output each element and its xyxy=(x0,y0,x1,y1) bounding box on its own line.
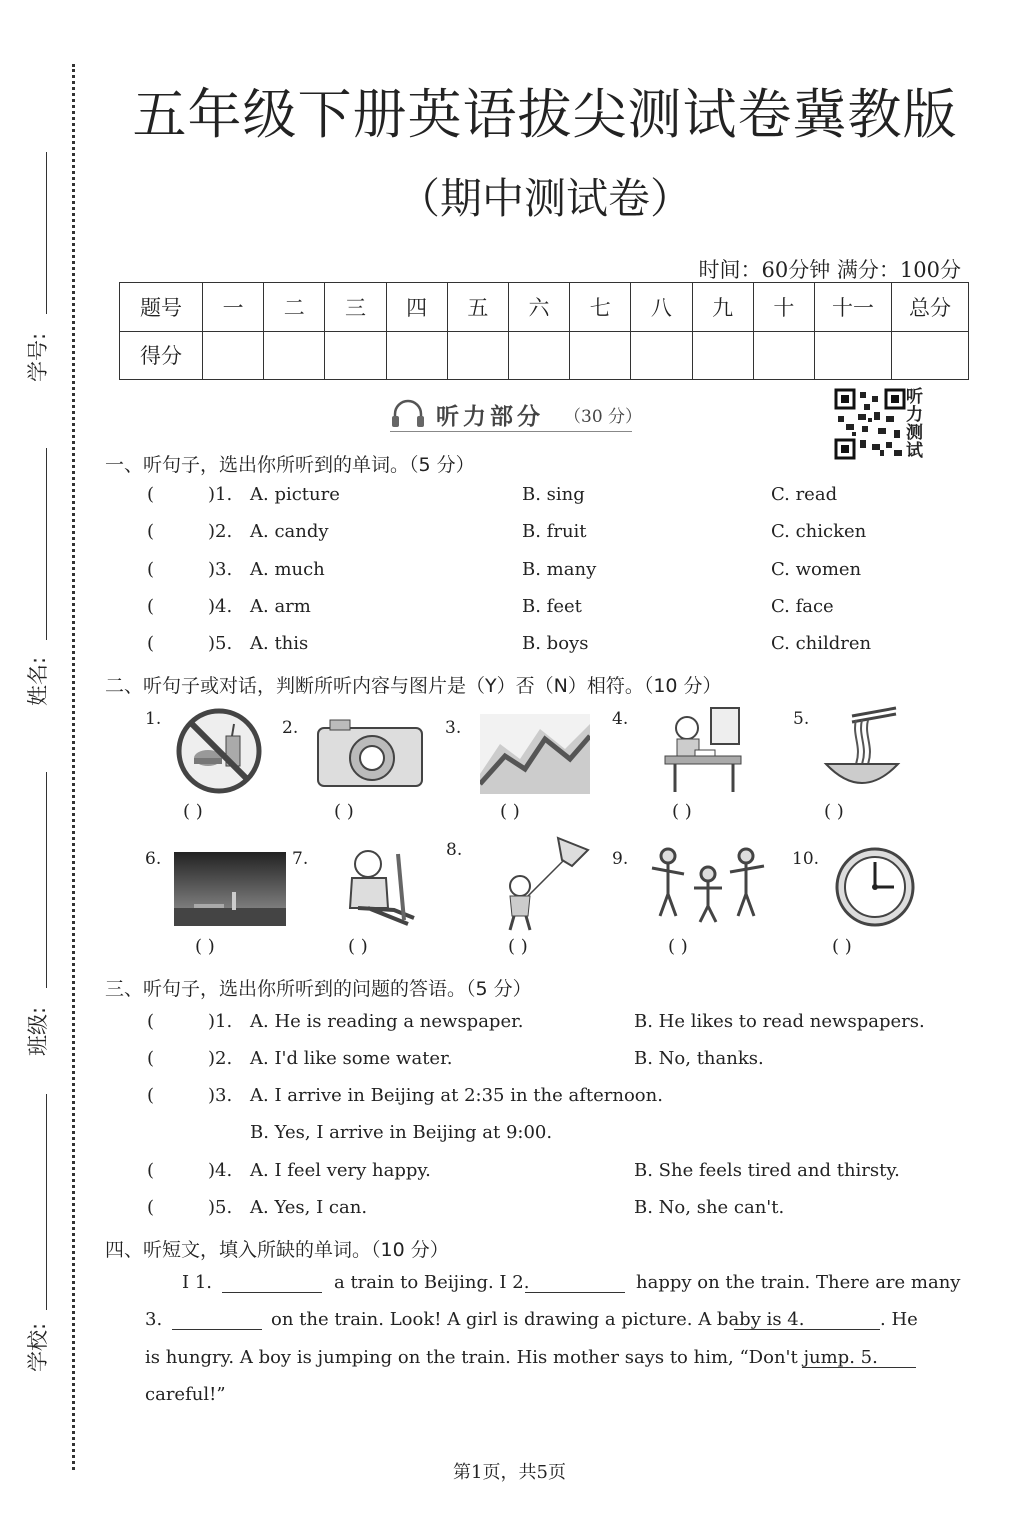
option-a: A. I arrive in Beijing at 2:35 in the afternoon. xyxy=(250,1085,663,1106)
listening-section-points: （30 分） xyxy=(564,407,643,427)
answer-paren[interactable]: ( ) xyxy=(183,801,203,822)
answer-paren[interactable]: ( xyxy=(147,559,155,580)
page-subtitle: （期中测试卷） xyxy=(397,174,692,223)
option-b: B. She feels tired and thirsty. xyxy=(634,1160,900,1181)
part1-heading: 一、听句子，选出你所听到的单词。（5 分） xyxy=(105,454,475,476)
answer-paren[interactable]: ( xyxy=(147,1160,155,1181)
question-number: )5. xyxy=(208,1197,233,1218)
score-cell[interactable] xyxy=(631,331,692,380)
blank-1[interactable] xyxy=(222,1292,322,1293)
score-cell[interactable] xyxy=(203,331,264,380)
great-wall-icon xyxy=(480,714,590,794)
class-line xyxy=(46,772,47,988)
score-cell[interactable] xyxy=(570,331,631,380)
score-header-cell: 五 xyxy=(447,283,508,332)
option-c: C. face xyxy=(771,596,834,617)
picture-number: 7. xyxy=(292,849,309,869)
answer-paren[interactable]: ( xyxy=(147,1085,155,1106)
answer-paren[interactable]: ( xyxy=(147,1011,155,1032)
qr-label: 听力测试 xyxy=(906,387,923,461)
option-a: A. much xyxy=(250,559,325,580)
answer-paren[interactable]: ( xyxy=(147,596,155,617)
blank-3[interactable] xyxy=(172,1329,262,1330)
noodles-bowl-icon xyxy=(822,706,902,796)
airport-photo xyxy=(174,852,286,926)
answer-paren[interactable]: ( ) xyxy=(508,936,528,957)
picture-number: 6. xyxy=(145,849,162,869)
name-label: 姓名: xyxy=(26,656,50,706)
score-header-cell: 六 xyxy=(508,283,569,332)
score-cell[interactable] xyxy=(386,331,447,380)
girl-reading-at-desk-icon xyxy=(655,706,745,796)
picture-number: 5. xyxy=(793,709,810,729)
option-b: B. feet xyxy=(522,596,582,617)
answer-paren[interactable]: ( xyxy=(147,633,155,654)
question-number: )3. xyxy=(208,559,233,580)
headphones-icon xyxy=(390,398,426,430)
girl-flying-kite-icon xyxy=(498,834,592,932)
answer-paren[interactable]: ( ) xyxy=(348,936,368,957)
option-c: C. children xyxy=(771,633,872,654)
answer-paren[interactable]: ( xyxy=(147,1197,155,1218)
passage-text: I 1. xyxy=(182,1272,213,1293)
score-header-cell: 十一 xyxy=(815,283,892,332)
picture-number: 1. xyxy=(145,709,162,729)
camera-icon xyxy=(316,716,424,788)
score-header-cell: 九 xyxy=(692,283,753,332)
score-cell[interactable] xyxy=(508,331,569,380)
picture-number: 4. xyxy=(612,709,629,729)
picture-number: 3. xyxy=(445,718,462,738)
class-label: 班级: xyxy=(26,1006,50,1056)
question-number: )1. xyxy=(208,484,233,505)
score-cell[interactable] xyxy=(447,331,508,380)
score-header-cell: 十 xyxy=(753,283,814,332)
score-row-label: 得分 xyxy=(120,331,203,380)
student-no-label: 学号: xyxy=(26,332,50,382)
score-cell[interactable] xyxy=(264,331,325,380)
answer-paren[interactable]: ( xyxy=(147,521,155,542)
answer-paren[interactable]: ( xyxy=(147,484,155,505)
score-cell[interactable] xyxy=(325,331,386,380)
question-number: )3. xyxy=(208,1085,233,1106)
score-cell[interactable] xyxy=(692,331,753,380)
option-a: A. this xyxy=(250,633,309,654)
qr-code-icon[interactable] xyxy=(834,388,906,460)
passage-text: happy on the train. There are many xyxy=(636,1272,961,1293)
people-doing-taichi-icon xyxy=(648,844,768,924)
question-number: )5. xyxy=(208,633,233,654)
part4-heading: 四、听短文，填入所缺的单词。（10 分） xyxy=(105,1239,449,1261)
answer-paren[interactable]: ( ) xyxy=(500,801,520,822)
question-number: )2. xyxy=(208,1048,233,1069)
passage-text: a train to Beijing. I 2. xyxy=(334,1272,530,1293)
score-header-cell: 总分 xyxy=(892,283,969,332)
blank-5[interactable] xyxy=(802,1367,916,1368)
option-c: C. read xyxy=(771,484,838,505)
passage-text: on the train. Look! A girl is drawing a picture. A baby is 4. xyxy=(271,1309,805,1330)
score-cell[interactable] xyxy=(815,331,892,380)
score-cell[interactable] xyxy=(753,331,814,380)
score-header-cell: 四 xyxy=(386,283,447,332)
answer-paren[interactable]: ( ) xyxy=(824,801,844,822)
passage-text: is hungry. A boy is jumping on the train. His mother says to him, “Don't jump. 5. xyxy=(145,1347,878,1368)
answer-paren[interactable]: ( ) xyxy=(334,801,354,822)
answer-paren[interactable]: ( ) xyxy=(672,801,692,822)
option-b: B. sing xyxy=(522,484,585,505)
option-b: B. fruit xyxy=(522,521,587,542)
answer-paren[interactable]: ( xyxy=(147,1048,155,1069)
option-a: A. He is reading a newspaper. xyxy=(250,1011,524,1032)
page-title: 五年级下册英语拔尖测试卷冀教版 xyxy=(132,83,958,146)
school-label: 学校: xyxy=(26,1322,50,1372)
option-b: B. He likes to read newspapers. xyxy=(634,1011,925,1032)
clock-icon xyxy=(834,846,916,928)
question-number: )4. xyxy=(208,596,233,617)
student-no-line xyxy=(46,152,47,314)
option-a: A. candy xyxy=(250,521,329,542)
no-food-drink-sign-icon xyxy=(174,706,264,796)
passage-text: . He xyxy=(880,1309,918,1330)
name-line xyxy=(46,448,47,640)
option-b: B. many xyxy=(522,559,597,580)
option-b: B. No, she can't. xyxy=(634,1197,785,1218)
boy-with-crutch-icon xyxy=(338,844,428,930)
score-header-cell: 七 xyxy=(570,283,631,332)
answer-paren[interactable]: ( ) xyxy=(832,936,852,957)
picture-number: 2. xyxy=(282,718,299,738)
question-number: )1. xyxy=(208,1011,233,1032)
picture-number: 9. xyxy=(612,849,629,869)
option-b: B. boys xyxy=(522,633,589,654)
option-b: B. Yes, I arrive in Beijing at 9:00. xyxy=(250,1122,553,1143)
option-a: A. picture xyxy=(250,484,340,505)
blank-2[interactable] xyxy=(525,1292,625,1293)
option-b: B. No, thanks. xyxy=(634,1048,764,1069)
score-cell[interactable] xyxy=(892,331,969,380)
page-footer: 第1页，共5页 xyxy=(453,1462,566,1483)
picture-number: 10. xyxy=(792,849,820,869)
option-a: A. Yes, I can. xyxy=(250,1197,368,1218)
answer-paren[interactable]: ( ) xyxy=(668,936,688,957)
answer-paren[interactable]: ( ) xyxy=(195,936,215,957)
part2-heading: 二、听句子或对话，判断所听内容与图片是（Y）否（N）相符。（10 分） xyxy=(105,675,722,697)
option-c: C. chicken xyxy=(771,521,867,542)
blank-4[interactable] xyxy=(734,1329,880,1330)
option-a: A. I feel very happy. xyxy=(250,1160,431,1181)
question-number: )4. xyxy=(208,1160,233,1181)
section-underline xyxy=(390,431,632,432)
score-header-cell: 二 xyxy=(264,283,325,332)
option-c: C. women xyxy=(771,559,862,580)
score-header-cell: 题号 xyxy=(120,283,203,332)
option-a: A. I'd like some water. xyxy=(250,1048,453,1069)
time-score-info: 时间：60分钟 满分：100分 xyxy=(698,258,961,282)
option-a: A. arm xyxy=(250,596,311,617)
score-table-score-row xyxy=(120,331,969,380)
question-number: )2. xyxy=(208,521,233,542)
score-header-cell: 三 xyxy=(325,283,386,332)
passage-text: careful!” xyxy=(145,1384,226,1405)
part3-heading: 三、听句子，选出你所听到的问题的答语。（5 分） xyxy=(105,978,532,1000)
score-header-cell: 一 xyxy=(203,283,264,332)
school-line xyxy=(46,1094,47,1310)
passage-text: 3. xyxy=(145,1309,163,1330)
binding-dotted-line xyxy=(72,64,75,1470)
score-table-header-row xyxy=(120,283,969,332)
picture-number: 8. xyxy=(446,840,463,860)
listening-section-title: 听力部分 xyxy=(436,404,544,430)
score-table xyxy=(119,282,969,380)
score-header-cell: 八 xyxy=(631,283,692,332)
